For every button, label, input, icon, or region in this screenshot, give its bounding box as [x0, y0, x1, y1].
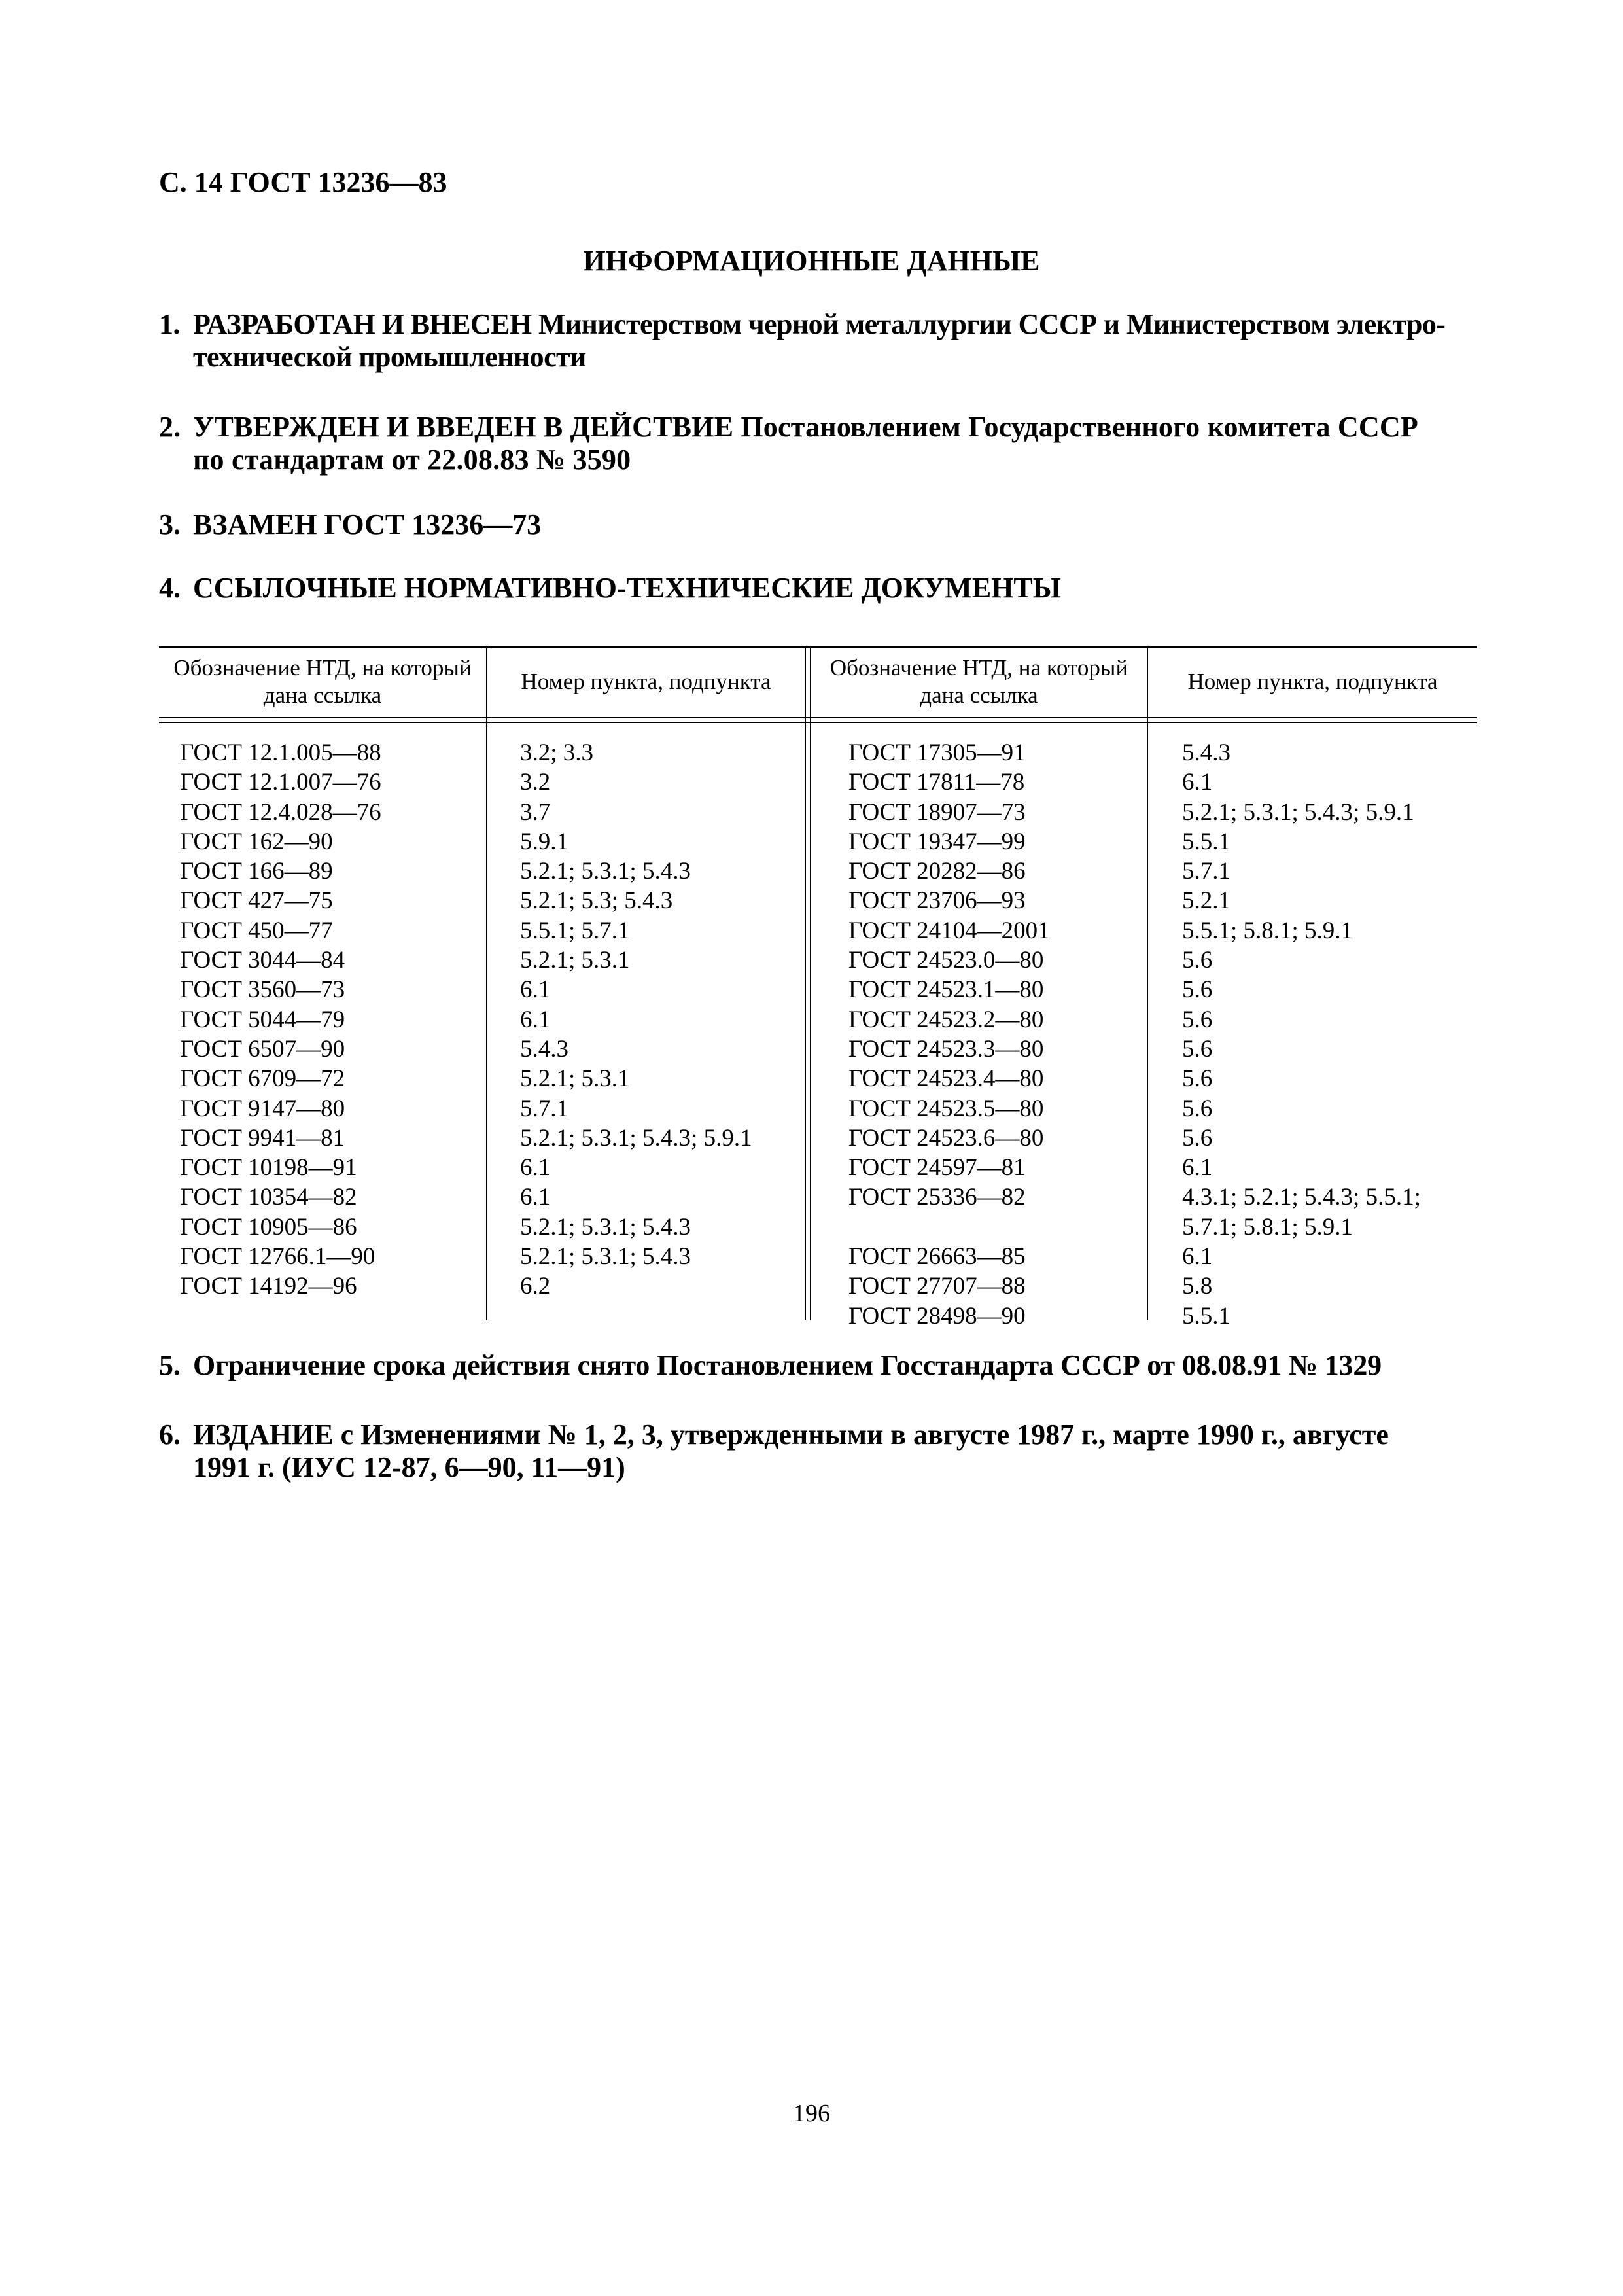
table-cell-clause: 5.2.1; 5.3; 5.4.3 [520, 887, 673, 915]
table-cell-ntd: ГОСТ 6507—90 [180, 1035, 345, 1063]
item-number: 5. [159, 1349, 181, 1381]
table-cell-ntd: ГОСТ 5044—79 [180, 1006, 345, 1033]
item-number: 3. [159, 508, 181, 540]
table-cell-ntd: ГОСТ 9941—81 [180, 1124, 345, 1152]
table-cell-ntd: ГОСТ 26663—85 [848, 1243, 1026, 1271]
item-text-continued: 1991 г. (ИУС 12-87, 6—90, 11—91) [193, 1451, 625, 1483]
item-heading: УТВЕРЖДЕН И ВВЕДЕН В ДЕЙСТВИЕ [193, 411, 734, 443]
table-cell-clause: 5.7.1 [1182, 858, 1230, 885]
table-cell-ntd: ГОСТ 17305—91 [848, 739, 1026, 766]
page-number: 196 [793, 2100, 830, 2127]
table-cell-clause: 3.2 [520, 769, 551, 796]
item-text: с Изменениями № 1, 2, 3, утвержденными в августе 1987 г., марте 1990 г., августе [333, 1419, 1389, 1451]
table-cell-ntd: ГОСТ 24597—81 [848, 1154, 1026, 1182]
column-divider [486, 646, 487, 1320]
column-ntd-left [180, 738, 381, 1301]
table-cell-ntd: ГОСТ 12766.1—90 [180, 1243, 375, 1271]
table-cell-ntd: ГОСТ 9147—80 [180, 1095, 345, 1122]
table-cell-ntd: ГОСТ 14192—96 [180, 1273, 357, 1300]
table-cell-clause: 5.5.1 [1182, 828, 1230, 855]
table-cell-ntd: ГОСТ 20282—86 [848, 858, 1026, 885]
table-cell-clause: 3.2; 3.3 [520, 739, 594, 766]
table-cell-clause: 5.2.1; 5.3.1 [520, 947, 630, 974]
page-header: С. 14 ГОСТ 13236—83 [159, 166, 447, 198]
table-cell-clause: 6.1 [1182, 769, 1213, 796]
header-cell-ntd: Обозначение НТД, на который дана ссылка [829, 655, 1128, 708]
table-cell-clause: 5.7.1; 5.8.1; 5.9.1 [1182, 1213, 1353, 1241]
table-cell-ntd: ГОСТ 162—90 [180, 828, 333, 855]
item-heading: РАЗРАБОТАН И ВНЕСЕН [193, 308, 532, 340]
table-cell-clause: 5.2.1; 5.3.1 [520, 1065, 630, 1093]
column-divider [1147, 646, 1148, 1320]
table-cell-clause: 5.6 [1182, 1124, 1213, 1152]
info-item-3 [159, 508, 1477, 541]
table-cell-clause: 5.6 [1182, 947, 1213, 974]
table-cell-clause: 6.1 [1182, 1243, 1213, 1271]
table-cell-clause: 5.5.1; 5.7.1 [520, 917, 630, 944]
table-cell-ntd: ГОСТ 24523.0—80 [848, 947, 1044, 974]
table-cell-clause: 4.3.1; 5.2.1; 5.4.3; 5.5.1; [1182, 1184, 1421, 1211]
table-cell-ntd: ГОСТ 450—77 [180, 917, 333, 944]
table-cell-ntd: ГОСТ 24523.1—80 [848, 976, 1044, 1004]
info-item-2 [159, 411, 1477, 476]
table-cell-ntd: ГОСТ 25336—82 [848, 1184, 1026, 1211]
table-cell-clause: 5.2.1; 5.3.1; 5.4.3 [520, 1243, 691, 1271]
header-cell-clause: Номер пункта, подпункта [1187, 669, 1438, 694]
reference-table [159, 646, 1477, 1330]
table-cell-clause: 5.2.1; 5.3.1; 5.4.3; 5.9.1 [1182, 798, 1414, 826]
column-clause-left [520, 738, 752, 1301]
table-cell-ntd: ГОСТ 3560—73 [180, 976, 345, 1004]
center-divider [810, 646, 811, 1320]
item-text: Постановлением Государственного комитета СССР [733, 411, 1418, 443]
table-cell-clause: 5.2.1; 5.3.1; 5.4.3 [520, 1213, 691, 1241]
table-cell-ntd: ГОСТ 24104—2001 [848, 917, 1050, 944]
header-cell-ntd: Обозначение НТД, на который дана ссылка [173, 655, 472, 708]
table-cell-clause: 5.2.1 [1182, 887, 1230, 915]
table-cell-ntd: ГОСТ 27707—88 [848, 1273, 1026, 1300]
table-cell-clause: 5.6 [1182, 1065, 1213, 1093]
table-cell-clause: 5.2.1; 5.3.1; 5.4.3; 5.9.1 [520, 1124, 752, 1152]
column-ntd-right [848, 738, 1050, 1331]
table-cell-ntd: ГОСТ 24523.5—80 [848, 1095, 1044, 1122]
table-cell-ntd: ГОСТ 427—75 [180, 887, 333, 915]
header-rule [159, 717, 1477, 718]
item-text-continued: технической промышленности [193, 341, 586, 373]
info-item-1 [159, 308, 1477, 374]
table-cell-ntd: ГОСТ 3044—84 [180, 947, 345, 974]
item-text: Министерством черной металлургии СССР и Министерством электро- [531, 308, 1446, 340]
table-cell-clause: 5.5.1; 5.8.1; 5.9.1 [1182, 917, 1353, 944]
table-cell-clause: 5.6 [1182, 1095, 1213, 1122]
table-cell-clause: 5.6 [1182, 976, 1213, 1004]
table-cell-clause: 6.1 [1182, 1154, 1213, 1182]
table-cell-ntd: ГОСТ 12.1.005—88 [180, 739, 381, 766]
table-cell-clause: 5.4.3 [1182, 739, 1230, 766]
item-number: 6. [159, 1419, 181, 1451]
table-cell-clause: 6.2 [520, 1273, 551, 1300]
info-item-4 [159, 572, 1477, 605]
table-cell-ntd: ГОСТ 24523.6—80 [848, 1124, 1044, 1152]
table-cell-ntd: ГОСТ 28498—90 [848, 1302, 1026, 1330]
table-cell-clause: 5.6 [1182, 1006, 1213, 1033]
table-cell-clause: 5.5.1 [1182, 1302, 1230, 1330]
table-cell-ntd: ГОСТ 24523.3—80 [848, 1035, 1044, 1063]
table-cell-clause: 6.1 [520, 1154, 551, 1182]
table-cell-ntd: ГОСТ 12.1.007—76 [180, 769, 381, 796]
info-item-5 [159, 1349, 1477, 1382]
table-cell-ntd: ГОСТ 10905—86 [180, 1213, 357, 1241]
table-cell-ntd: ГОСТ 24523.2—80 [848, 1006, 1044, 1033]
document-title: ИНФОРМАЦИОННЫЕ ДАННЫЕ [583, 245, 1040, 277]
table-cell-ntd: ГОСТ 10354—82 [180, 1184, 357, 1211]
item-number: 2. [159, 411, 181, 443]
item-text: ССЫЛОЧНЫЕ НОРМАТИВНО-ТЕХНИЧЕСКИЕ ДОКУМЕНТЫ [193, 572, 1061, 604]
info-item-6 [159, 1419, 1477, 1484]
header-cell-clause: Номер пункта, подпункта [521, 669, 771, 694]
table-cell-clause: 5.8 [1182, 1273, 1213, 1300]
table-cell-clause: 6.1 [520, 1184, 551, 1211]
table-cell-clause: 6.1 [520, 976, 551, 1004]
table-cell-ntd: ГОСТ 10198—91 [180, 1154, 357, 1182]
table-cell-ntd [848, 1212, 1050, 1242]
table-cell-ntd: ГОСТ 166—89 [180, 858, 333, 885]
table-cell-ntd: ГОСТ 6709—72 [180, 1065, 345, 1093]
table-cell-clause: 5.7.1 [520, 1095, 568, 1122]
table-cell-ntd: ГОСТ 18907—73 [848, 798, 1026, 826]
item-number: 4. [159, 572, 181, 604]
table-cell-ntd: ГОСТ 19347—99 [848, 828, 1026, 855]
item-text-continued: по стандартам от 22.08.83 № 3590 [193, 444, 631, 476]
table-cell-clause: 5.6 [1182, 1035, 1213, 1063]
table-cell-ntd: ГОСТ 12.4.028—76 [180, 798, 381, 826]
column-clause-right [1182, 738, 1421, 1331]
item-heading: ИЗДАНИЕ [193, 1419, 334, 1451]
table-cell-clause: 6.1 [520, 1006, 551, 1033]
table-cell-clause: 3.7 [520, 798, 551, 826]
table-cell-ntd: ГОСТ 24523.4—80 [848, 1065, 1044, 1093]
table-cell-ntd: ГОСТ 17811—78 [848, 769, 1025, 796]
item-text: ВЗАМЕН ГОСТ 13236—73 [193, 508, 542, 540]
header-rule [159, 722, 1477, 723]
table-cell-clause: 5.4.3 [520, 1035, 568, 1063]
table-cell-clause: 5.9.1 [520, 828, 568, 855]
item-text: Ограничение срока действия снято Постановлением Госстандарта СССР от 08.08.91 № 1329 [193, 1349, 1382, 1381]
table-cell-ntd: ГОСТ 23706—93 [848, 887, 1026, 915]
center-divider [805, 646, 806, 1320]
item-number: 1. [159, 308, 180, 340]
table-cell-clause: 5.2.1; 5.3.1; 5.4.3 [520, 858, 691, 885]
